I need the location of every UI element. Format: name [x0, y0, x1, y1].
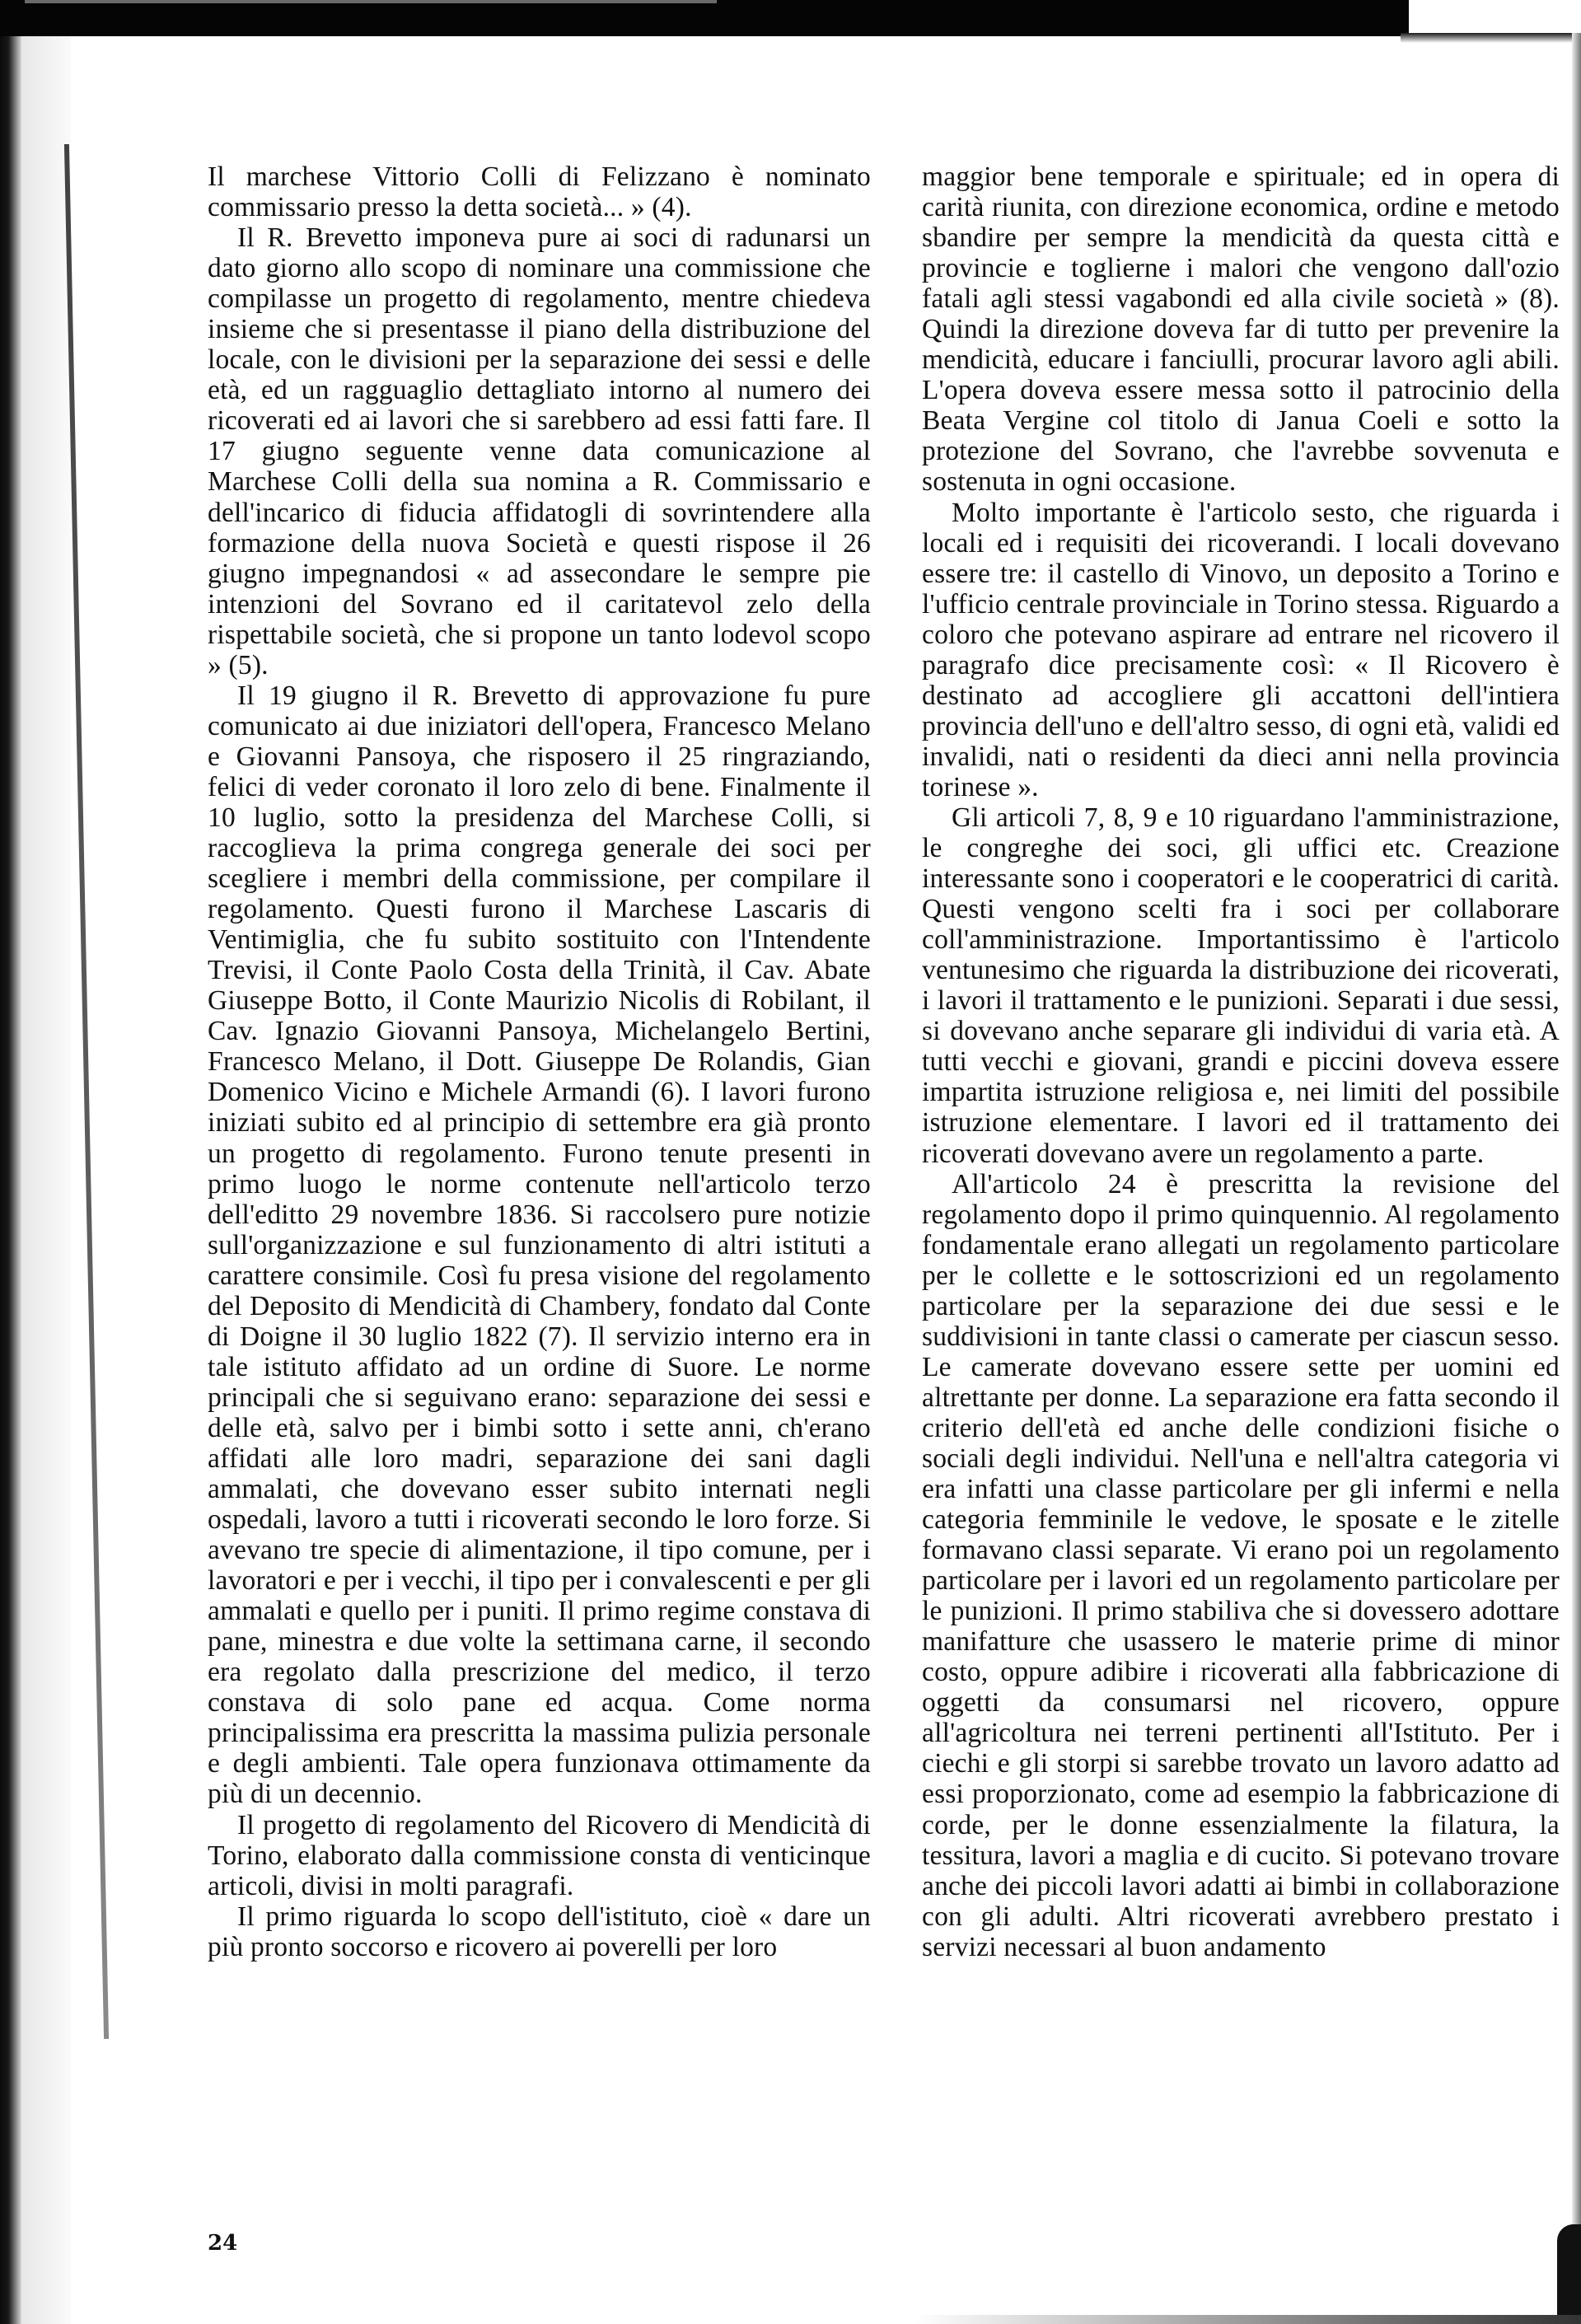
paragraph: Il 19 giugno il R. Brevetto di approvazione fu pure comunicato ai due iniziatori dell'opera, Francesco Melano e Giovanni Pansoya, che risposero il 25 ringraziando, felici di veder coronato il loro zelo di bene. Finalmente il 10 luglio, sotto la presidenza del Marchese Colli, si raccoglieva la prima congrega generale dei soci per scegliere i membri della commissione, per compilare il regolamento. Questi furono il Marchese Lascaris di Ventimiglia, che fu subito sostituito con l'Intendente Trevisi, il Conte Paolo Costa della Trinità, il Cav. Abate Giuseppe Botto, il Conte Maurizio Nicolis di Robilant, il Cav. Ignazio Giovanni Pansoya, Michelangelo Bertini, Francesco Melano, il Dott. Giuseppe De Rolandis, Gian Domenico Vicino e Michele Armandi (6). I lavori furono iniziati subito ed al principio di settembre era già pronto un progetto di regolamento. Furono tenute presenti in primo luogo le norme contenute nell'articolo terzo dell'editto 29 novembre 1836. Si raccolsero pure notizie sull'organizzazione e sul funzionamento di altri istituti a carattere consimile. Così fu presa visione del regolamento del Deposito di Mendicità di Chambery, fondato dal Conte di Doigne il 30 luglio 1822 (7). Il servizio interno era in tale istituto affidato ad un ordine di Suore. Le norme principali che si seguivano erano: separazione dei sessi e delle età, salvo per i bimbi sotto i sette anni, ch'erano affidati alle loro madri, separazione dei sani dagli ammalati, che dovevano esser subito internati negli ospedali, lavoro a tutti i ricoverati secondo le loro forze. Si avevano tre specie di alimentazione, il tipo comune, per i lavoratori e per i vecchi, il tipo per i convalescenti e per gli ammalati e quello per i puniti. Il primo regime constava di pane, minestra e due volte la settimana carne, il secondo era regolato dalla prescrizione del medico, il terzo constava di solo pane ed acqua. Come norma principalissima era prescritta la massima pulizia personale e degli ambienti. Tale opera funzionava ottimamente da più di un decennio. — [208, 680, 871, 1810]
scan-border-top — [0, 0, 1409, 36]
scan-page-curl-shadow — [21, 36, 71, 2324]
scan-border-right — [1572, 33, 1581, 2324]
text-column-right — [922, 161, 1560, 1962]
scan-border-left — [0, 36, 21, 2324]
paragraph: Il marchese Vittorio Colli di Felizzano è nominato commissario presso la detta società... » (4). — [208, 161, 871, 223]
paragraph: maggior bene temporale e spirituale; ed in opera di carità riunita, con direzione economica, ordine e metodo sbandire per sempre la mendicità da questa città e provincie e toglierne i malori che vengono dall'ozio fatali agli stessi vagabondi ed alla civile società » (8). Quindi la direzione doveva far di tutto per prevenire la mendicità, educare i fanciulli, procurar lavoro agli abili. L'opera doveva essere messa sotto il patrocinio della Beata Vergine col titolo di Janua Coeli e sotto la protezione del Sovrano, che l'avrebbe sovvenuta e sostenuta in ogni occasione. — [922, 161, 1560, 498]
scan-gutter-line — [64, 144, 109, 2039]
paragraph: All'articolo 24 è prescritta la revisione del regolamento dopo il primo quinquennio. Al regolamento fondamentale erano allegati un regolamento particolare per le collette e le sottoscrizioni ed un regolamento particolare per la separazione dei due sessi e le suddivisioni in tante classi o camerate per ciascun sesso. Le camerate dovevano essere sette per uomini ed altrettante per donne. La separazione era fatta secondo il criterio dell'età ed anche delle condizioni fisiche o sociali degli individui. Nell'una e nell'altra categoria vi era infatti una classe particolare per gli infermi e nella categoria femminile le vedove, le sposate e le zitelle formavano classi separate. Vi erano poi un regolamento particolare per i lavori ed un regolamento particolare per le punizioni. Il primo stabiliva che si dovessero adottare manifatture che usassero le materie prime di minor costo, oppure adibire i ricoverati alla fabbricazione di oggetti da consumarsi nel ricovero, oppure all'agricoltura nei terreni pertinenti all'Istituto. Per i ciechi e gli storpi si sarebbe trovato un lavoro adatto ad essi proporzionato, come ad esempio la fabbricazione di corde, per le donne essenzialmente la filatura, la tessitura, lavori a maglia e di cucito. Si potevano trovare anche dei piccoli lavori adatti ai bimbi in collaborazione con gli adulti. Altri ricoverati avrebbero prestato i servizi necessari al buon andamento — [922, 1168, 1560, 1962]
paragraph: Il progetto di regolamento del Ricovero di Mendicità di Torino, elaborato dalla commissione consta di venticinque articoli, divisi in molti paragrafi. — [208, 1809, 871, 1901]
scan-border-bottom — [914, 2315, 1581, 2324]
paragraph: Il primo riguarda lo scopo dell'istituto, cioè « dare un più pronto soccorso e ricovero ai poverelli per loro — [208, 1901, 871, 1962]
scan-corner-bottom-right — [1557, 2224, 1581, 2324]
paragraph: Gli articoli 7, 8, 9 e 10 riguardano l'amministrazione, le congreghe dei soci, gli uffici etc. Creazione interessante sono i cooperatori e le cooperatrici di carità. Questi vengono scelti fra i soci per collaborare coll'amministrazione. Importantissimo è l'articolo ventunesimo che riguarda la distribuzione dei ricoverati, i lavori il trattamento e le punizioni. Separati i due sessi, si dovevano anche separare gli individui di varia età. A tutti vecchi e giovani, grandi e piccini doveva essere impartita istruzione religiosa e, nei limiti del possibile istruzione elementare. I lavori ed il trattamento dei ricoverati dovevano avere un regolamento a parte. — [922, 802, 1560, 1169]
paragraph: Molto importante è l'articolo sesto, che riguarda i locali ed i requisiti dei ricoverandi. I locali dovevano essere tre: il castello di Vinovo, un deposito a Torino e l'ufficio centrale provinciale in Torino stessa. Riguardo a coloro che potevano aspirare ad entrare nel ricovero il paragrafo dice precisamente così: « Il Ricovero è destinato ad accogliere gli accattoni dell'intiera provincia dell'uno e dell'altro sesso, di ogni età, validi ed invalidi, nati o residenti da dieci anni nella provincia torinese ». — [922, 497, 1560, 802]
scan-border-top-right — [1401, 33, 1581, 43]
scan-border-top-highlight — [25, 0, 717, 3]
text-column-left — [208, 161, 871, 1962]
page-number: 24 — [208, 2231, 238, 2256]
paragraph: Il R. Brevetto imponeva pure ai soci di radunarsi un dato giorno allo scopo di nominare una commissione che compilasse un progetto di regolamento, mentre chiedeva insieme che si presentasse il piano della distribuzione del locale, con le divisioni per la separazione dei sessi e delle età, ed un ragguaglio dettagliato intorno al numero dei ricoverati ed ai lavori che si sarebbero ad essi fatti fare. Il 17 giugno seguente venne data comunicazione al Marchese Colli della sua nomina a R. Commissario e dell'incarico di fiducia affidatogli di sovrintendere alla formazione della nuova Società e questi rispose il 26 giugno impegnandosi « ad assecondare le sempre pie intenzioni del Sovrano ed il caritatevol zelo della rispettabile società, che si propone un tanto lodevol scopo » (5). — [208, 222, 871, 680]
